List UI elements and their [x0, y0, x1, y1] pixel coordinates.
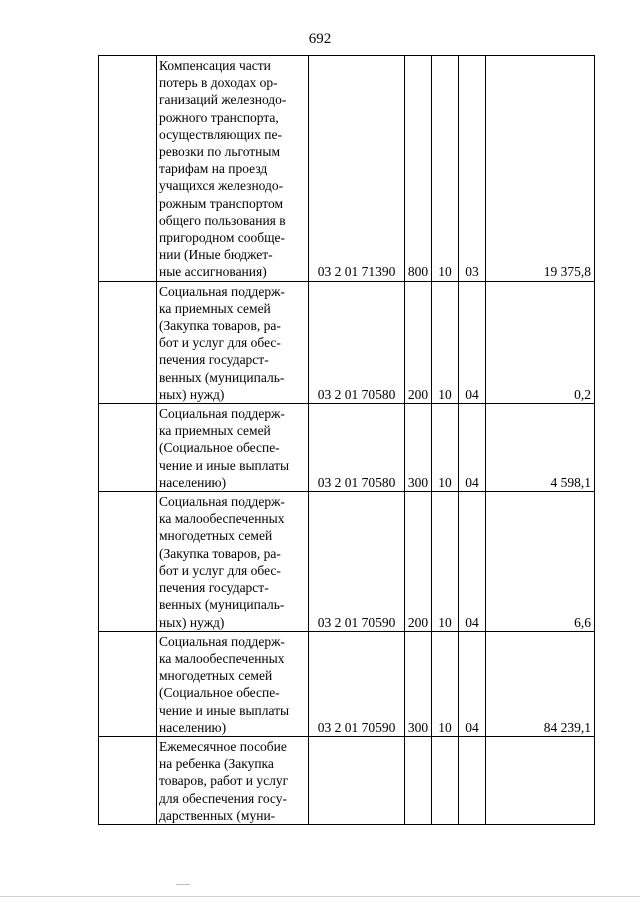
expense-type: 200	[405, 281, 432, 403]
table-row	[99, 56, 595, 282]
item-name: Социальная поддерж- ка приемных семей (Социальное обеспе- чение и иные выплаты населению)	[157, 404, 309, 492]
item-name: Социальная поддерж- ка приемных семей (Закупка товаров, ра- бот и услуг для обес- печения государст- венных (муниципаль- ных) нужд)	[157, 281, 309, 403]
target-code	[309, 736, 405, 824]
page-edge-line	[0, 896, 640, 897]
subsection-code	[459, 736, 486, 824]
target-code: 03 2 01 71390	[309, 56, 405, 282]
item-name: Социальная поддерж- ка малообеспеченных многодетных семей (Социальное обеспе- чение и иные выплаты населению)	[157, 631, 309, 736]
table-row	[99, 631, 595, 736]
subsection-code: 04	[459, 281, 486, 403]
target-code: 03 2 01 70590	[309, 631, 405, 736]
budget-table	[98, 55, 595, 825]
amount: 19 375,8	[486, 56, 595, 282]
section-code: 10	[432, 404, 459, 492]
scan-mark	[176, 884, 190, 885]
expense-type: 300	[405, 631, 432, 736]
target-code: 03 2 01 70580	[309, 404, 405, 492]
amount: 6,6	[486, 492, 595, 632]
amount: 4 598,1	[486, 404, 595, 492]
subsection-code: 04	[459, 404, 486, 492]
section-code: 10	[432, 281, 459, 403]
expense-type: 300	[405, 404, 432, 492]
table-row	[99, 281, 595, 403]
item-name: Социальная поддерж- ка малообеспеченных многодетных семей (Закупка товаров, ра- бот и услуг для обес- печения государст- венных (муниципаль- ных) нужд)	[157, 492, 309, 632]
target-code: 03 2 01 70580	[309, 281, 405, 403]
section-code	[432, 736, 459, 824]
section-code: 10	[432, 56, 459, 282]
section-code: 10	[432, 631, 459, 736]
empty-cell	[99, 404, 157, 492]
amount: 84 239,1	[486, 631, 595, 736]
amount	[486, 736, 595, 824]
expense-type: 200	[405, 492, 432, 632]
table-row	[99, 404, 595, 492]
empty-cell	[99, 736, 157, 824]
subsection-code: 03	[459, 56, 486, 282]
table-row	[99, 492, 595, 632]
subsection-code: 04	[459, 492, 486, 632]
empty-cell	[99, 56, 157, 282]
item-name: Компенсация части потерь в доходах ор- ганизаций железнодо- рожного транспорта, осуществляющих пе- ревозки по льготным тарифам на проезд учащихся железнодо- рожным транспортом общего пользования в пригородном сообще- нии (Иные бюджет- ные ассигнования)	[157, 56, 309, 282]
empty-cell	[99, 631, 157, 736]
section-code: 10	[432, 492, 459, 632]
item-name: Ежемесячное пособие на ребенка (Закупка товаров, работ и услуг для обеспечения госу- дарственных (муни-	[157, 736, 309, 824]
page-number: 692	[308, 31, 332, 47]
target-code: 03 2 01 70590	[309, 492, 405, 632]
empty-cell	[99, 281, 157, 403]
expense-type: 800	[405, 56, 432, 282]
subsection-code: 04	[459, 631, 486, 736]
amount: 0,2	[486, 281, 595, 403]
empty-cell	[99, 492, 157, 632]
table-row	[99, 736, 595, 824]
expense-type	[405, 736, 432, 824]
